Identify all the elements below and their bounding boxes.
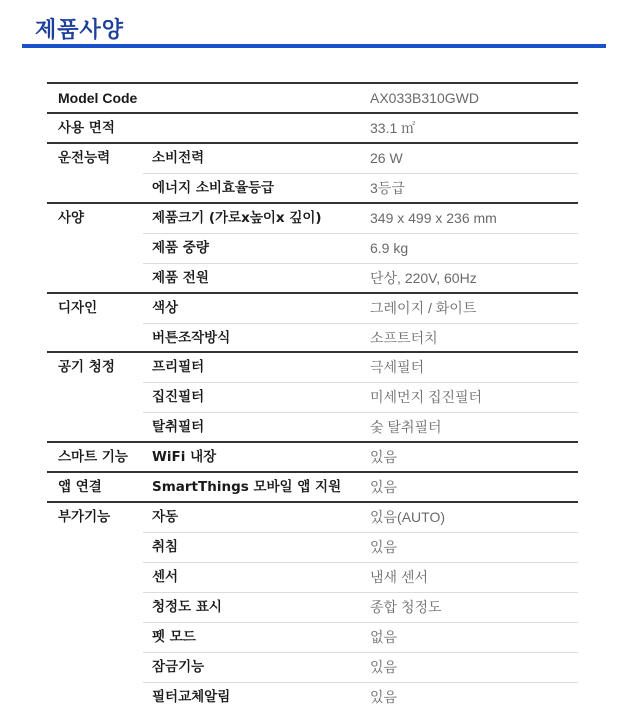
row-item: 자동 bbox=[152, 509, 179, 526]
row-item: 청정도 표시 bbox=[152, 598, 222, 615]
row-item: 탈취필터 bbox=[152, 419, 205, 436]
row-item: WiFi 내장 bbox=[152, 449, 217, 466]
row-value: 있음(AUTO) bbox=[370, 509, 446, 526]
row-item: 잠금기능 bbox=[152, 658, 205, 675]
table-row bbox=[47, 503, 578, 533]
row-item: 프리필터 bbox=[152, 359, 205, 376]
table-row bbox=[47, 443, 578, 473]
row-category: 사양 bbox=[58, 209, 85, 226]
row-category: 공기 청정 bbox=[58, 359, 115, 376]
row-value: 냄새 센서 bbox=[370, 569, 428, 585]
row-item: 제품 중량 bbox=[152, 239, 209, 256]
row-category: 사용 면적 bbox=[58, 119, 115, 136]
row-value: 349 x 499 x 236 mm bbox=[370, 209, 497, 226]
row-value: 33.1 ㎡ bbox=[370, 119, 416, 136]
row-item: 제품크기 (가로x높이x 깊이) bbox=[152, 209, 322, 226]
row-value: 있음 bbox=[370, 539, 398, 556]
row-value: AX033B310GWD bbox=[370, 90, 479, 106]
row-item: 집진필터 bbox=[152, 389, 205, 406]
table-row bbox=[47, 653, 578, 683]
table-row bbox=[47, 84, 578, 114]
table-row bbox=[47, 683, 578, 713]
title-underline bbox=[22, 44, 606, 48]
table-row bbox=[47, 563, 578, 593]
row-value: 3등급 bbox=[370, 179, 405, 196]
table-row bbox=[47, 264, 578, 294]
row-value: 있음 bbox=[370, 658, 398, 675]
row-item: 에너지 소비효율등급 bbox=[152, 179, 275, 196]
table-row bbox=[47, 144, 578, 174]
row-value: 종합 청정도 bbox=[370, 598, 442, 615]
page-title: 제품사양 bbox=[35, 18, 125, 43]
row-value: 미세먼지 집진필터 bbox=[370, 389, 483, 406]
table-row bbox=[47, 593, 578, 623]
row-category: Model Code bbox=[58, 90, 138, 106]
table-row bbox=[47, 353, 578, 383]
row-value: 있음 bbox=[370, 688, 398, 705]
row-category: 운전능력 bbox=[58, 149, 111, 166]
row-item: 펫 모드 bbox=[152, 628, 196, 645]
table-row bbox=[47, 383, 578, 413]
table-row bbox=[47, 204, 578, 234]
table-row bbox=[47, 114, 578, 144]
row-item: 소비전력 bbox=[152, 149, 205, 166]
table-row bbox=[47, 413, 578, 443]
table-row bbox=[47, 533, 578, 563]
row-item: 필터교체알림 bbox=[152, 688, 231, 705]
row-item: 취침 bbox=[152, 539, 179, 556]
row-value: 없음 bbox=[370, 628, 398, 645]
row-category: 디자인 bbox=[58, 299, 98, 316]
spec-table bbox=[47, 82, 578, 713]
row-value: 26 W bbox=[370, 149, 403, 166]
table-row bbox=[47, 324, 578, 354]
table-row bbox=[47, 294, 578, 324]
row-item: 색상 bbox=[152, 299, 179, 316]
table-row bbox=[47, 174, 578, 204]
row-category: 부가기능 bbox=[58, 509, 111, 526]
row-value: 숯 탈취필터 bbox=[370, 419, 442, 436]
row-item: SmartThings 모바일 앱 지원 bbox=[152, 479, 342, 496]
row-item: 센서 bbox=[152, 569, 179, 585]
row-value: 그레이지 / 화이트 bbox=[370, 299, 477, 316]
row-value: 극세필터 bbox=[370, 359, 425, 376]
row-value: 6.9 kg bbox=[370, 239, 409, 256]
table-row bbox=[47, 234, 578, 264]
row-category: 스마트 기능 bbox=[58, 449, 128, 466]
row-category: 앱 연결 bbox=[58, 479, 102, 496]
table-row bbox=[47, 623, 578, 653]
row-item: 버튼조작방식 bbox=[152, 329, 231, 346]
row-value: 소프트터치 bbox=[370, 329, 438, 346]
table-row bbox=[47, 473, 578, 503]
row-value: 단상, 220V, 60Hz bbox=[370, 269, 477, 286]
row-value: 있음 bbox=[370, 479, 398, 496]
row-value: 있음 bbox=[370, 449, 398, 466]
row-item: 제품 전원 bbox=[152, 269, 209, 286]
